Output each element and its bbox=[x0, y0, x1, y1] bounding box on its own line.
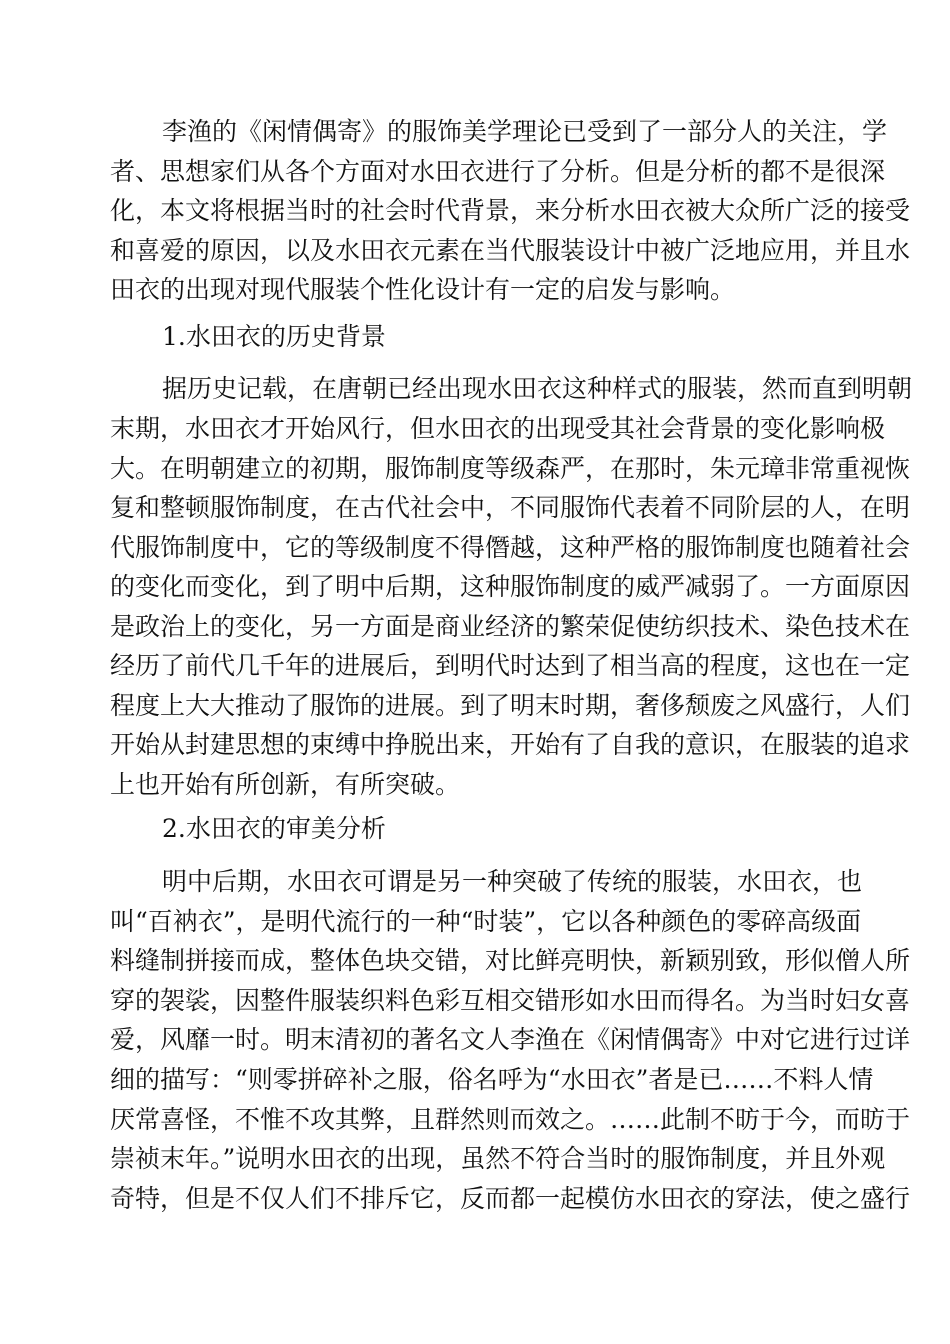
paragraph-2-line: 是政治上的变化，另一方面是商业经济的繁荣促使纺织技术、染色技术在 bbox=[110, 612, 911, 641]
paragraph-2-line: 大。在明朝建立的初期，服饰制度等级森严，在那时，朱元璋非常重视恢 bbox=[110, 454, 911, 483]
paragraph-1-line: 田衣的出现对现代服装个性化设计有一定的启发与影响。 bbox=[110, 275, 736, 304]
paragraph-3-line: 爱，风靡一时。明末清初的著名文人李渔在《闲情偶寄》中对它进行过详 bbox=[110, 1025, 911, 1054]
paragraph-2-line: 程度上大大推动了服饰的进展。到了明末时期，奢侈颓废之风盛行，人们 bbox=[110, 691, 911, 720]
paragraph-3-line: 穿的袈裟，因整件服装织料色彩互相交错形如水田而得名。为当时妇女喜 bbox=[110, 986, 911, 1015]
paragraph-2-line: 经历了前代几千年的进展后，到明代时达到了相当高的程度，这也在一定 bbox=[110, 651, 911, 680]
paragraph-2-line: 的变化而变化，到了明中后期，这种服饰制度的威严减弱了。一方面原因 bbox=[110, 572, 911, 601]
paragraph-1-line: 和喜爱的原因，以及水田衣元素在当代服装设计中被广泛地应用，并且水 bbox=[110, 236, 911, 265]
paragraph-2-line: 开始从封建思想的束缚中挣脱出来，开始有了自我的意识，在服装的追求 bbox=[110, 730, 911, 759]
paragraph-2-line: 末期，水田衣才开始风行，但水田衣的出现受其社会背景的变化影响极 bbox=[110, 414, 886, 443]
paragraph-3-line: 崇祯末年。”说明水田衣的出现，虽然不符合当时的服饰制度，并且外观 bbox=[110, 1144, 886, 1173]
paragraph-1-line: 化，本文将根据当时的社会时代背景，来分析水田衣被大众所广泛的接受 bbox=[110, 196, 911, 225]
paragraph-2-line: 复和整顿服饰制度，在古代社会中，不同服饰代表着不同阶层的人，在明 bbox=[110, 493, 911, 522]
paragraph-3-line: 料缝制拼接而成，整体色块交错，对比鲜亮明快，新颖别致，形似僧人所 bbox=[110, 946, 911, 975]
paragraph-2-line: 据历史记载，在唐朝已经出现水田衣这种样式的服装，然而直到明朝 bbox=[162, 374, 913, 403]
section-heading: 1.水田衣的历史背景 bbox=[162, 322, 386, 351]
paragraph-1-line: 李渔的《闲情偶寄》的服饰美学理论已受到了一部分人的关注，学 bbox=[162, 117, 888, 146]
paragraph-3-line: 叫“百衲衣”，是明代流行的一种“时装”，它以各种颜色的零碎高级面 bbox=[110, 907, 862, 936]
paragraph-2-line: 代服饰制度中，它的等级制度不得僭越，这种严格的服饰制度也随着社会 bbox=[110, 533, 911, 562]
paragraph-3-line: 奇特，但是不仅人们不排斥它，反而都一起模仿水田衣的穿法，使之盛行 bbox=[110, 1184, 911, 1213]
paragraph-3-line: 厌常喜怪，不惟不攻其弊，且群然则而效之。……此制不昉于今，而昉于 bbox=[110, 1105, 911, 1134]
section-heading: 2.水田衣的审美分析 bbox=[162, 814, 386, 843]
paragraph-3-line: 细的描写：“则零拼碎补之服，俗名呼为“水田衣”者是已……不料人情 bbox=[110, 1065, 874, 1094]
paragraph-3-line: 明中后期，水田衣可谓是另一种突破了传统的服装，水田衣，也 bbox=[162, 867, 863, 896]
paragraph-1-line: 者、思想家们从各个方面对水田衣进行了分析。但是分析的都不是很深 bbox=[110, 157, 886, 186]
paragraph-2-line: 上也开始有所创新，有所突破。 bbox=[110, 770, 461, 799]
